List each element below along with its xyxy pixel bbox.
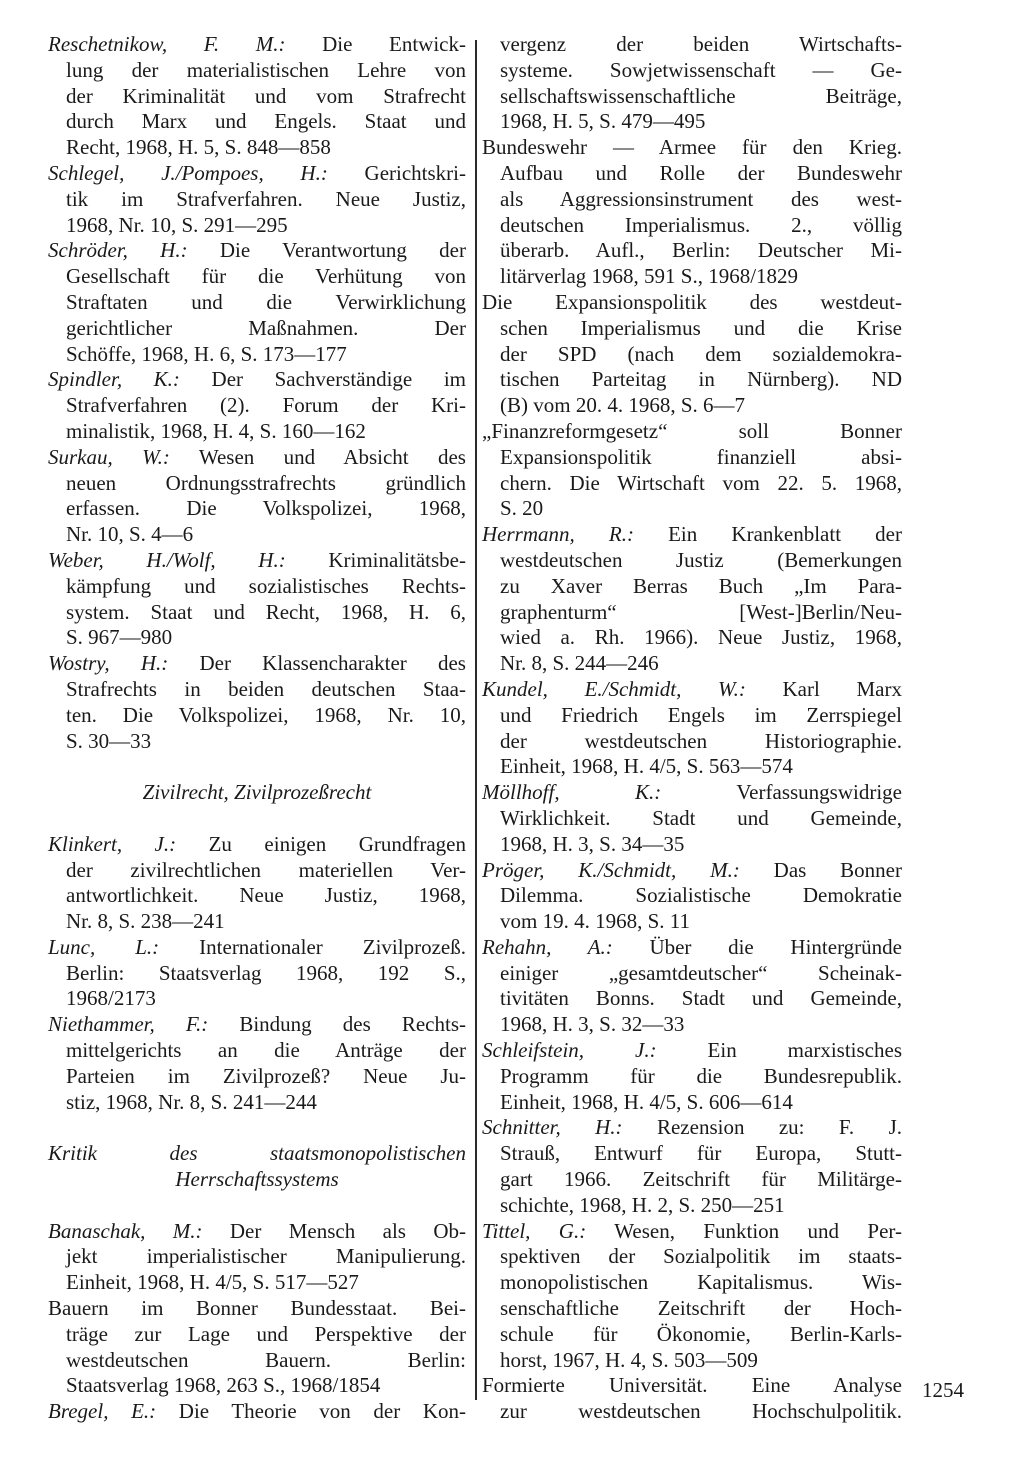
entry-text: Die Verantwortung der [187,238,466,263]
entry-author: Tittel, G.: [482,1218,587,1243]
entry-line: der Kriminalität und vom Strafrecht [66,83,466,108]
entry-first-line [48,1012,466,1038]
entry-line: tivitäten Bonns. Stadt und Gemeinde, [500,986,902,1011]
entry-first-line [482,1219,902,1245]
entry-line: vom 19. 4. 1968, S. 11 [500,909,690,934]
entry-text: Karl Marx [745,676,902,701]
entry-author: Pröger, K./Schmidt, M.: [482,857,740,882]
entry-first-line [48,238,466,264]
entry-author: Lunc, L.: [48,934,160,959]
spacer [48,754,466,780]
right-column [482,32,902,1425]
entry-line: schen Imperialismus und die Krise [500,315,902,340]
entry-author: Reschetnikow, F. M.: [48,32,286,56]
spacer [48,1115,466,1141]
entry-line: überarb. Aufl., Berlin: Deutscher Mi- [500,238,902,263]
entry-text: Ein Krankenblatt der [633,522,902,547]
entry-line: gerichtlicher Maßnahmen. Der [66,315,466,340]
entry-text: Das Bonner [739,857,902,882]
entry-line: Wirklichkeit. Stadt und Gemeinde, [500,805,902,830]
entry-line: minalistik, 1968, H. 4, S. 160—162 [66,418,366,443]
entry-line: stiz, 1968, Nr. 8, S. 241—244 [66,1089,317,1114]
entry-line: Staatsverlag 1968, 263 S., 1968/1854 [66,1373,381,1398]
entry-line: Bauern im Bonner Bundesstaat. Bei- [48,1296,466,1321]
entry-line: senschaftliche Zeitschrift der Hoch- [500,1296,902,1321]
entry-first-line [48,1399,466,1425]
entry-line: wied a. Rh. 1966). Neue Justiz, 1968, [500,625,902,650]
entry-line: „Finanzreformgesetz“ soll Bonner [482,418,902,443]
entry-line: Nr. 10, S. 4—6 [66,522,194,547]
entry-line: S. 30—33 [66,728,152,753]
entry-line: einiger „gesamtdeutscher“ Scheinak- [500,960,902,985]
entry-text: Wesen, Funktion und Per- [586,1218,902,1243]
entry-line: westdeutschen Bauern. Berlin: [66,1347,466,1372]
entry-text: Wesen und Absicht des [169,444,466,469]
entry-line: mittelgerichts an die Anträge der [66,1038,466,1063]
entry-first-line [48,161,466,187]
column-divider [475,40,477,1400]
entry-line: monopolistischen Kapitalismus. Wis- [500,1270,902,1295]
entry-author: Rehahn, A.: [482,934,613,959]
entry-line: Die Expansionspolitik des westdeut- [482,289,902,314]
entry-author: Möllhoff, K.: [482,780,662,805]
entry-first-line [482,935,902,961]
entry-first-line [48,367,466,393]
entry-line: tischen Parteitag in Nürnberg). ND [500,367,902,392]
entry-line: träge zur Lage und Perspektive der [66,1321,466,1346]
entry-line: Einheit, 1968, H. 4/5, S. 517—527 [66,1270,359,1295]
entry-line: 1968, H. 5, S. 479—495 [500,109,706,134]
entry-author: Wostry, H.: [48,651,169,676]
entry-line: Einheit, 1968, H. 4/5, S. 563—574 [500,754,793,779]
entry-line: system. Staat und Recht, 1968, H. 6, [66,599,466,624]
entry-line: der zivilrechtlichen materiellen Ver- [66,857,466,882]
entry-text: Gerichtskri- [327,160,466,185]
entry-line: Strauß, Entwurf für Europa, Stutt- [500,1141,902,1166]
entry-line: (B) vom 20. 4. 1968, S. 6—7 [500,393,746,418]
entry-line: systeme. Sowjetwissenschaft — Ge- [500,57,902,82]
section-heading: Herrschaftssystems [175,1167,339,1192]
entry-line: vergenz der beiden Wirtschafts- [500,32,902,56]
spacer [48,806,466,832]
entry-first-line [482,1038,902,1064]
entry-line: tik im Strafverfahren. Neue Justiz, [66,186,466,211]
entry-text: Der Klassencharakter des [168,651,466,676]
entry-first-line [482,677,902,703]
entry-line: schule für Ökonomie, Berlin-Karls- [500,1321,902,1346]
entry-line: litärverlag 1968, 591 S., 1968/1829 [500,264,799,289]
entry-first-line [48,32,466,58]
entry-line: 1968, H. 3, S. 34—35 [500,831,685,856]
entry-line: sellschaftswissenschaftliche Beiträge, [500,83,902,108]
entry-text: Rezension zu: F. J. [622,1115,902,1140]
entry-author: Niethammer, F.: [48,1012,209,1037]
entry-text: Über die Hintergründe [612,934,902,959]
entry-line: Parteien im Zivilprozeß? Neue Ju- [66,1063,466,1088]
entry-line: Recht, 1968, H. 5, S. 848—858 [66,135,331,160]
entry-line: Nr. 8, S. 244—246 [500,651,659,676]
entry-first-line [48,548,466,574]
entry-first-line [48,651,466,677]
entry-line: der SPD (nach dem sozialdemokra- [500,341,902,366]
entry-line: 1968, Nr. 10, S. 291—295 [66,212,288,237]
entry-line: antwortlichkeit. Neue Justiz, 1968, [66,883,466,908]
entry-line: S. 20 [500,496,544,521]
entry-line: chern. Die Wirtschaft vom 22. 5. 1968, [500,470,902,495]
entry-line: zu Xaver Berras Buch „Im Para- [500,573,902,598]
entry-line: horst, 1967, H. 4, S. 503—509 [500,1347,758,1372]
entry-line: durch Marx und Engels. Staat und [66,109,466,134]
entry-author: Kundel, E./Schmidt, W.: [482,676,746,701]
entry-line: erfassen. Die Volkspolizei, 1968, [66,496,466,521]
entry-author: Herrmann, R.: [482,522,634,547]
entry-author: Schlegel, J./Pompoes, H.: [48,160,328,185]
entry-line: ten. Die Volkspolizei, 1968, Nr. 10, [66,702,466,727]
entry-line: Schöffe, 1968, H. 6, S. 173—177 [66,341,347,366]
entry-line: Strafverfahren (2). Forum der Kri- [66,393,466,418]
spacer [48,1193,466,1219]
entry-line: Formierte Universität. Eine Analyse [482,1373,902,1398]
entry-text: Der Sachverständige im [179,367,466,392]
entry-text: Kriminalitätsbe- [285,547,466,572]
entry-author: Banaschak, M.: [48,1218,203,1243]
entry-author: Bregel, E.: [48,1399,157,1424]
entry-line: Nr. 8, S. 238—241 [66,909,225,934]
entry-line: lung der materialistischen Lehre von [66,57,466,82]
entry-line: Aufbau und Rolle der Bundeswehr [500,160,902,185]
entry-text: Die Theorie von der Kon- [156,1399,466,1424]
entry-first-line [482,858,902,884]
entry-text: Ein marxistisches [656,1038,902,1063]
entry-line: Expansionspolitik finanziell absi- [500,444,902,469]
left-column [48,32,466,1425]
entry-line: Strafrechts in beiden deutschen Staa- [66,676,466,701]
entry-first-line [482,522,902,548]
entry-text: Bindung des Rechts- [208,1012,467,1037]
entry-line: gart 1966. Zeitschrift für Militärge- [500,1167,902,1192]
entry-line: spektiven der Sozialpolitik im staats- [500,1244,902,1269]
entry-line: Gesellschaft für die Verhütung von [66,264,466,289]
entry-first-line [482,1115,902,1141]
entry-line: als Aggressionsinstrument des west- [500,186,902,211]
entry-text: Der Mensch als Ob- [202,1218,466,1243]
entry-line: und Friedrich Engels im Zerrspiegel [500,702,902,727]
entry-line: neuen Ordnungsstrafrechts gründlich [66,470,466,495]
entry-author: Spindler, K.: [48,367,180,392]
entry-line: deutschen Imperialismus. 2., völlig [500,212,902,237]
entry-line: schichte, 1968, H. 2, S. 250—251 [500,1192,785,1217]
entry-line: westdeutschen Justiz (Bemerkungen [500,547,902,572]
section-heading: Zivilrecht, Zivilprozeßrecht [142,780,372,805]
entry-first-line [482,780,902,806]
entry-first-line [48,1219,466,1245]
entry-line: 1968, H. 3, S. 32—33 [500,1012,685,1037]
entry-line: der westdeutschen Historiographie. [500,728,902,753]
entry-line: graphenturm“ [West-]Berlin/Neu- [500,599,902,624]
entry-line: Straftaten und die Verwirklichung [66,289,466,314]
entry-author: Weber, H./Wolf, H.: [48,547,286,572]
entry-line: Dilemma. Sozialistische Demokratie [500,883,902,908]
entry-text: Zu einigen Grundfragen [176,831,466,856]
entry-author: Schröder, H.: [48,238,188,263]
entry-text: Internationaler Zivilprozeß. [159,934,466,959]
entry-line: kämpfung und sozialistisches Rechts- [66,573,466,598]
entry-first-line [48,832,466,858]
entry-text: Verfassungswidrige [661,780,902,805]
entry-line: zur westdeutschen Hochschulpolitik. [500,1399,902,1424]
entry-line: Programm für die Bundesrepublik. [500,1063,902,1088]
entry-author: Schleifstein, J.: [482,1038,657,1063]
entry-line: jekt imperialistischer Manipulierung. [66,1244,466,1269]
entry-line: Bundeswehr — Armee für den Krieg. [482,135,902,160]
section-heading: Kritik des staatsmonopolistischen [48,1141,466,1166]
entry-author: Surkau, W.: [48,444,170,469]
entry-text: Die Entwick- [285,32,466,56]
entry-first-line [48,935,466,961]
entry-author: Klinkert, J.: [48,831,177,856]
entry-line: Einheit, 1968, H. 4/5, S. 606—614 [500,1089,793,1114]
page-number: 1254 [922,1378,964,1402]
entry-line: Berlin: Staatsverlag 1968, 192 S., [66,960,466,985]
entry-line: 1968/2173 [66,986,156,1011]
entry-line: S. 967—980 [66,625,173,650]
entry-author: Schnitter, H.: [482,1115,623,1140]
entry-first-line [48,445,466,471]
